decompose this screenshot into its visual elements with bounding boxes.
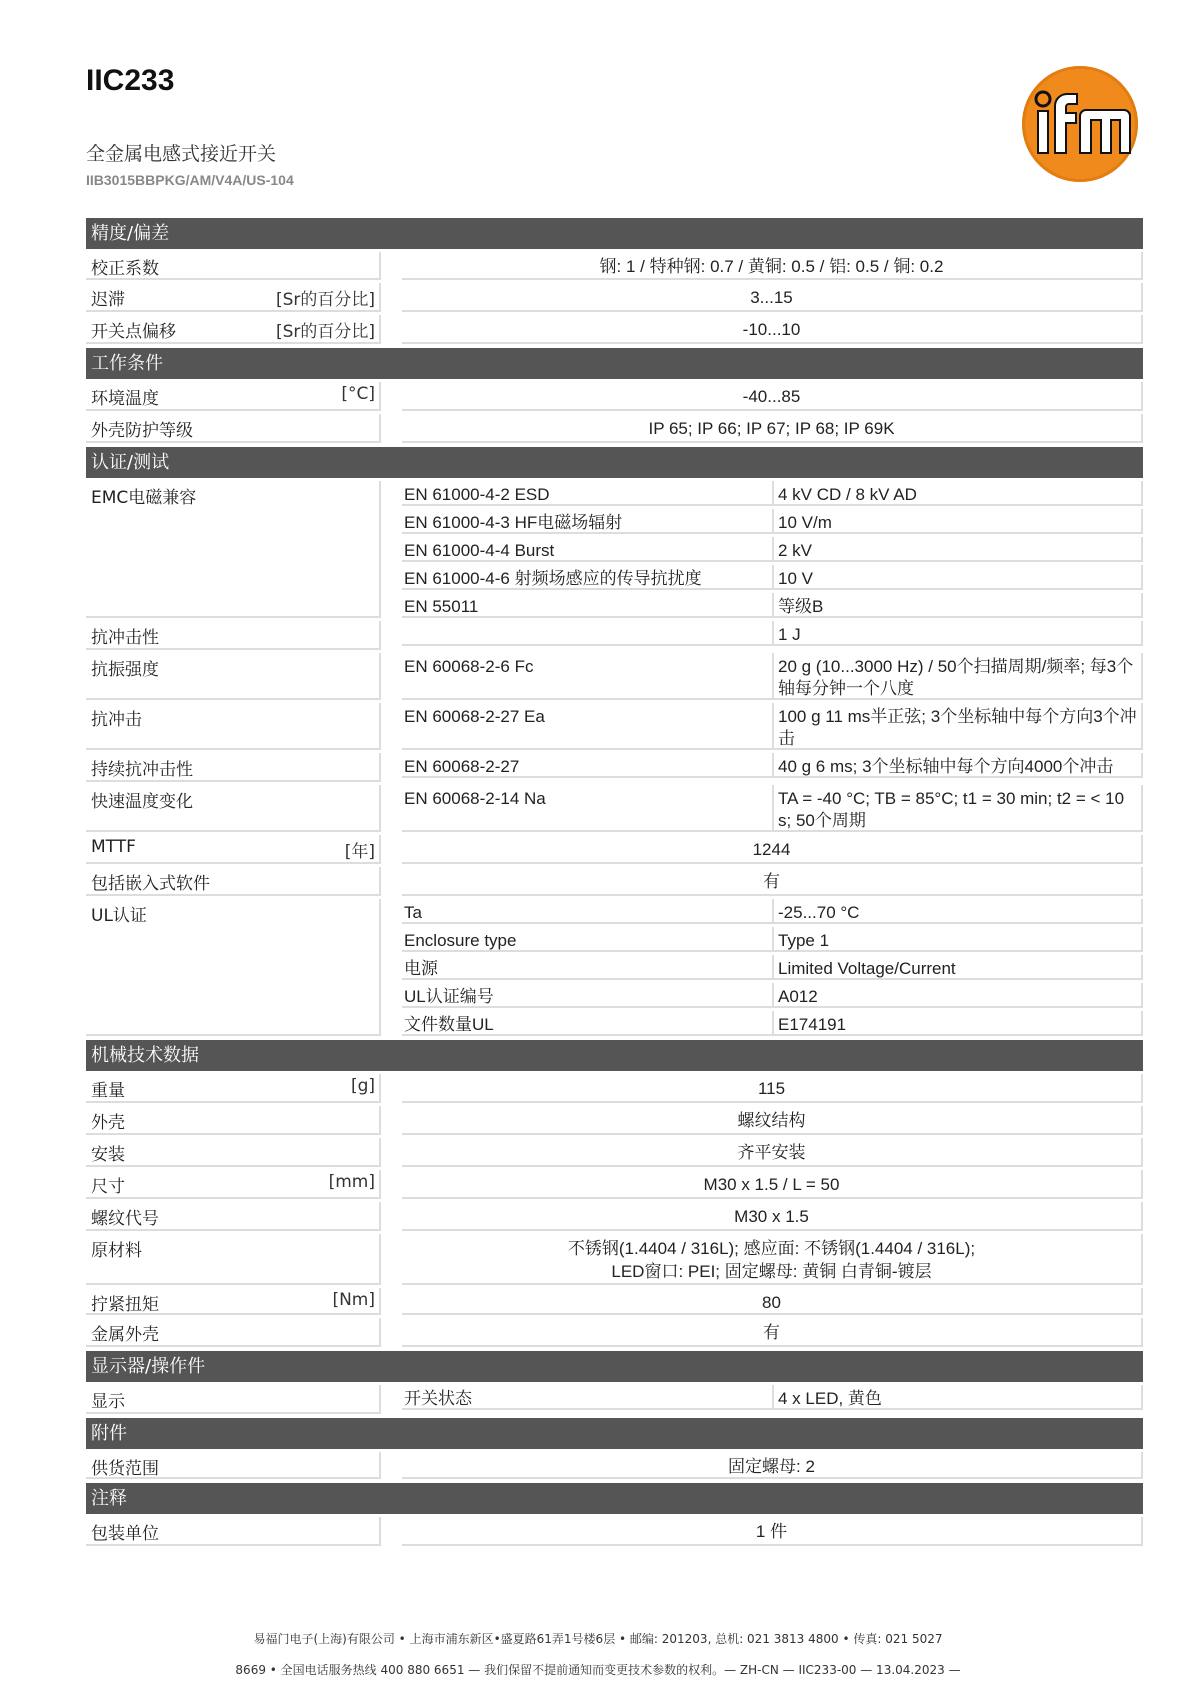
spec-name: 重量 [g] bbox=[86, 1074, 381, 1103]
section-header-mechanical: 机械技术数据 bbox=[86, 1040, 1143, 1071]
ul-value: Type 1 bbox=[774, 927, 1143, 952]
table-row bbox=[86, 315, 1143, 344]
spec-name: 原材料 bbox=[86, 1234, 381, 1285]
section-header-operating: 工作条件 bbox=[86, 348, 1143, 379]
test-standard bbox=[402, 621, 774, 646]
test-value: 2 kV bbox=[774, 537, 1143, 562]
spec-value: 固定螺母: 2 bbox=[402, 1452, 1143, 1479]
spec-name: 供货范围 bbox=[86, 1452, 381, 1479]
ul-value: E174191 bbox=[774, 1011, 1143, 1036]
ul-key: 电源 bbox=[402, 955, 774, 980]
table-row bbox=[86, 1170, 1143, 1199]
spec-name: 抗振强度 bbox=[86, 653, 381, 700]
test-standard: EN 60068-2-27 bbox=[402, 753, 774, 778]
spec-name: 持续抗冲击性 bbox=[86, 753, 381, 782]
test-value: TA = -40 °C; TB = 85°C; t1 = 30 min; t2 = < 10 s; 50个周期 bbox=[774, 785, 1143, 832]
section-header-notes: 注释 bbox=[86, 1483, 1143, 1514]
ifm-logo bbox=[1022, 66, 1138, 182]
spec-name: UL认证 bbox=[86, 899, 381, 1036]
spec-value: 3...15 bbox=[402, 283, 1143, 312]
table-row bbox=[86, 1106, 1143, 1135]
spec-value: -10...10 bbox=[402, 315, 1143, 344]
table-row bbox=[86, 835, 1143, 864]
spec-name: MTTF [年] bbox=[86, 835, 381, 864]
spec-name: 螺纹代号 bbox=[86, 1202, 381, 1231]
section-header-tests: 认证/测试 bbox=[86, 447, 1143, 478]
section-header-display: 显示器/操作件 bbox=[86, 1351, 1143, 1382]
article-number: IIB3015BBPKG/AM/V4A/US-104 bbox=[86, 172, 294, 188]
table-row bbox=[86, 1318, 1143, 1347]
spec-name: 安装 bbox=[86, 1138, 381, 1167]
section-header-accessories: 附件 bbox=[86, 1418, 1143, 1449]
table-row bbox=[86, 753, 1143, 782]
footer-address: 易福门电子(上海)有限公司 • 上海市浦东新区•盛夏路61弄1号楼6层 • 邮编: 201203, 总机: 021 3813 4800 • 传真: 021 5027 bbox=[253, 1632, 943, 1646]
spec-name: 包括嵌入式软件 bbox=[86, 867, 381, 896]
spec-value: 80 bbox=[402, 1288, 1143, 1315]
test-value: 40 g 6 ms; 3个坐标轴中每个方向4000个冲击 bbox=[774, 753, 1143, 778]
table-row bbox=[86, 1385, 1143, 1414]
display-value: 4 x LED, 黄色 bbox=[774, 1385, 1143, 1410]
spec-name: 拧紧扭矩 [Nm] bbox=[86, 1288, 381, 1315]
table-row bbox=[86, 1202, 1143, 1231]
test-standard: EN 55011 bbox=[402, 593, 774, 618]
section-header-precision: 精度/偏差 bbox=[86, 218, 1143, 249]
table-row-emc bbox=[86, 481, 1143, 618]
datasheet bbox=[86, 218, 1143, 1546]
ul-key: Ta bbox=[402, 899, 774, 924]
table-row bbox=[86, 1517, 1143, 1546]
table-row bbox=[86, 785, 1143, 832]
product-description: 全金属电感式接近开关 bbox=[86, 143, 277, 165]
footer-legal: 8669 • 全国电话服务热线 400 880 6651 — 我们保留不提前通知而变更技术参数的权利。— ZH-CN — IIC233-00 — 13.04.2023 — bbox=[235, 1663, 961, 1677]
test-standard: EN 61000-4-3 HF电磁场辐射 bbox=[402, 509, 774, 534]
spec-name: 包装单位 bbox=[86, 1517, 381, 1546]
table-row bbox=[86, 653, 1143, 700]
table-row bbox=[86, 252, 1143, 280]
table-row bbox=[86, 703, 1143, 750]
spec-value: M30 x 1.5 bbox=[402, 1202, 1143, 1231]
spec-name: 外壳防护等级 bbox=[86, 414, 381, 443]
test-value: 20 g (10...3000 Hz) / 50个扫描周期/频率; 每3个轴每分钟一个八度 bbox=[774, 653, 1143, 700]
spec-name: 抗冲击 bbox=[86, 703, 381, 750]
spec-name: EMC电磁兼容 bbox=[86, 481, 381, 618]
table-row bbox=[86, 382, 1143, 411]
spec-name: 尺寸 [mm] bbox=[86, 1170, 381, 1199]
spec-value: 1244 bbox=[402, 835, 1143, 864]
test-standard: EN 60068-2-27 Ea bbox=[402, 703, 774, 750]
table-row bbox=[86, 1074, 1143, 1103]
spec-name: 外壳 bbox=[86, 1106, 381, 1135]
table-row bbox=[86, 1288, 1143, 1315]
test-standard: EN 61000-4-4 Burst bbox=[402, 537, 774, 562]
ul-key: Enclosure type bbox=[402, 927, 774, 952]
spec-value: 有 bbox=[402, 867, 1143, 896]
spec-value: 齐平安装 bbox=[402, 1138, 1143, 1167]
display-key: 开关状态 bbox=[402, 1385, 774, 1410]
ul-value: A012 bbox=[774, 983, 1143, 1008]
spec-name: 快速温度变化 bbox=[86, 785, 381, 832]
spec-value: IP 65; IP 66; IP 67; IP 68; IP 69K bbox=[402, 414, 1143, 443]
spec-name: 校正系数 bbox=[86, 252, 381, 280]
spec-name: 环境温度 [°C] bbox=[86, 382, 381, 411]
test-value: 10 V/m bbox=[774, 509, 1143, 534]
ul-key: 文件数量UL bbox=[402, 1011, 774, 1036]
table-row bbox=[86, 1138, 1143, 1167]
test-value: 4 kV CD / 8 kV AD bbox=[774, 481, 1143, 506]
test-value: 10 V bbox=[774, 565, 1143, 590]
spec-value: 有 bbox=[402, 1318, 1143, 1347]
spec-name: 金属外壳 bbox=[86, 1318, 381, 1347]
table-row bbox=[86, 1452, 1143, 1479]
spec-value: M30 x 1.5 / L = 50 bbox=[402, 1170, 1143, 1199]
test-standard: EN 60068-2-6 Fc bbox=[402, 653, 774, 700]
table-row-ul bbox=[86, 899, 1143, 1036]
test-value: 1 J bbox=[774, 621, 1143, 646]
spec-name: 迟滞 [Sr的百分比] bbox=[86, 283, 381, 312]
spec-name: 抗冲击性 bbox=[86, 621, 381, 650]
table-row bbox=[86, 621, 1143, 650]
ul-key: UL认证编号 bbox=[402, 983, 774, 1008]
table-row bbox=[86, 1234, 1143, 1285]
spec-name: 显示 bbox=[86, 1385, 381, 1414]
ul-value: -25...70 °C bbox=[774, 899, 1143, 924]
spec-value: 不锈钢(1.4404 / 316L); 感应面: 不锈钢(1.4404 / 316L); LED窗口: PEI; 固定螺母: 黄铜 白青铜-镀层 bbox=[402, 1234, 1143, 1285]
spec-value: 115 bbox=[402, 1074, 1143, 1103]
product-title: IIC233 bbox=[86, 64, 175, 97]
test-standard: EN 60068-2-14 Na bbox=[402, 785, 774, 832]
test-standard: EN 61000-4-6 射频场感应的传导抗扰度 bbox=[402, 565, 774, 590]
spec-value: 钢: 1 / 特种钢: 0.7 / 黄铜: 0.5 / 铝: 0.5 / 铜: 0.2 bbox=[402, 252, 1143, 280]
spec-value: -40...85 bbox=[402, 382, 1143, 411]
test-value: 100 g 11 ms半正弦; 3个坐标轴中每个方向3个冲击 bbox=[774, 703, 1143, 750]
table-row bbox=[86, 867, 1143, 896]
test-standard: EN 61000-4-2 ESD bbox=[402, 481, 774, 506]
test-value: 等级B bbox=[774, 593, 1143, 618]
table-row bbox=[86, 283, 1143, 312]
ul-value: Limited Voltage/Current bbox=[774, 955, 1143, 980]
spec-value: 1 件 bbox=[402, 1517, 1143, 1546]
spec-name: 开关点偏移 [Sr的百分比] bbox=[86, 315, 381, 344]
table-row bbox=[86, 414, 1143, 443]
spec-value: 螺纹结构 bbox=[402, 1106, 1143, 1135]
